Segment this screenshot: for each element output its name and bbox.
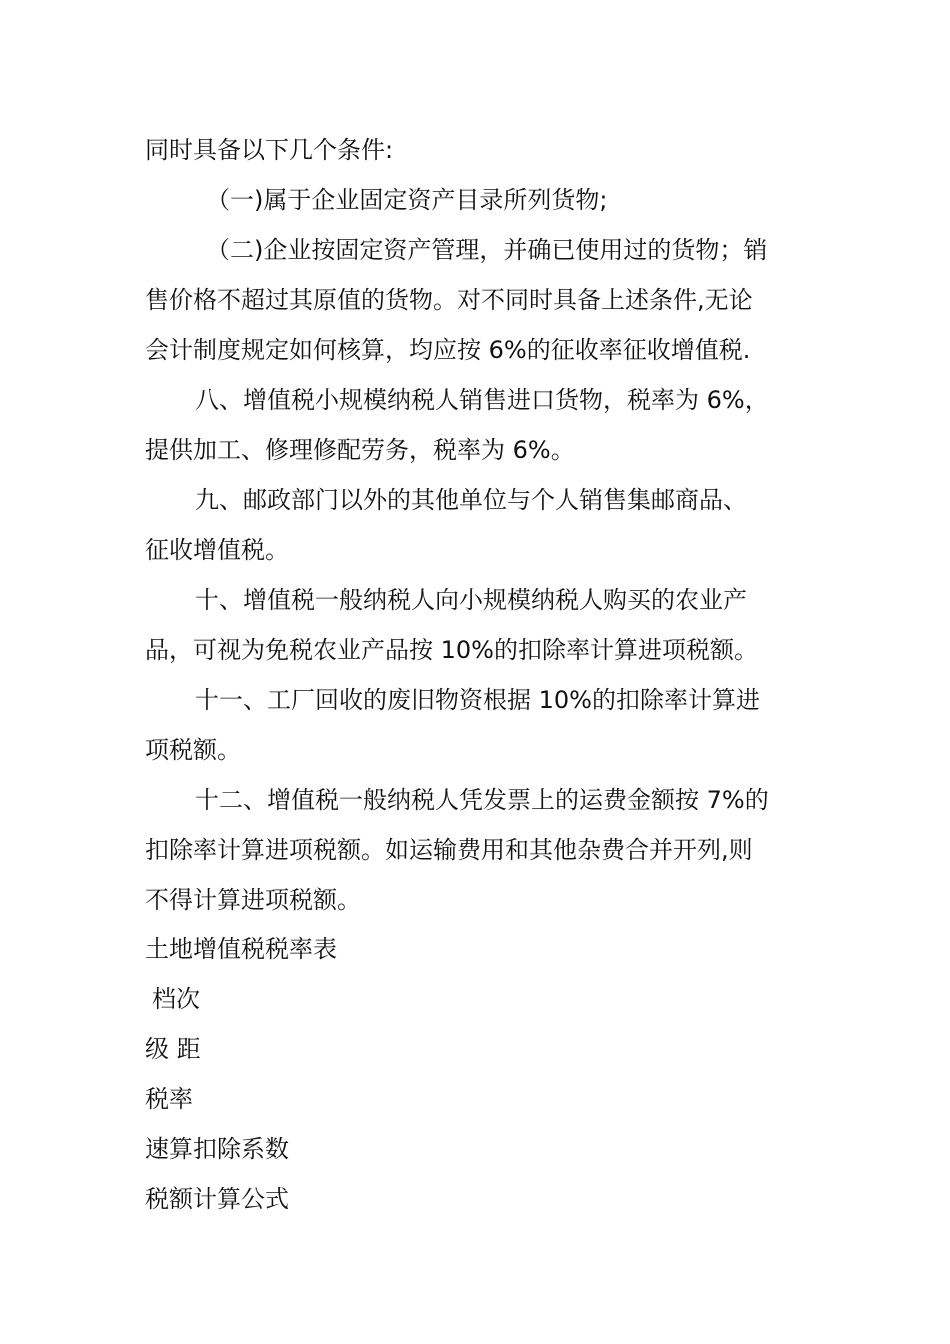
- table-header-range: 级 距: [145, 1035, 201, 1063]
- text-line: 不得计算进项税额。: [145, 886, 361, 914]
- text-line: 提供加工、修理修配劳务，税率为 6%。: [145, 436, 575, 464]
- text-line: （一)属于企业固定资产目录所列货物;: [206, 186, 608, 214]
- text-line: 十、增值税一般纳税人向小规模纳税人购买的农业产: [195, 586, 747, 614]
- table-header-grade: 档次: [152, 985, 200, 1013]
- text-line: 八、增值税小规模纳税人销售进口货物，税率为 6%，: [195, 386, 769, 414]
- text-line: 十二、增值税一般纳税人凭发票上的运费金额按 7%的: [195, 786, 769, 814]
- text-line: 九、邮政部门以外的其他单位与个人销售集邮商品、: [195, 486, 747, 514]
- text-line: （二)企业按固定资产管理，并确已使用过的货物；销: [206, 236, 768, 264]
- text-line: 品，可视为免税农业产品按 10%的扣除率计算进项税额。: [145, 636, 758, 664]
- table-header-rate: 税率: [145, 1085, 193, 1113]
- text-line: 同时具备以下几个条件:: [145, 136, 394, 164]
- table-header-formula: 税额计算公式: [145, 1185, 289, 1213]
- text-line: 十一、工厂回收的废旧物资根据 10%的扣除率计算进: [195, 686, 760, 714]
- text-line: 售价格不超过其原值的货物。对不同时具备上述条件,无论: [145, 286, 753, 314]
- text-line: 扣除率计算进项税额。如运输费用和其他杂费合并开列,则: [145, 836, 753, 864]
- table-header-deduction: 速算扣除系数: [145, 1135, 289, 1163]
- table-title: 土地增值税税率表: [145, 935, 337, 963]
- text-line: 项税额。: [145, 736, 241, 764]
- text-line: 会计制度规定如何核算，均应按 6%的征收率征收增值税.: [145, 336, 751, 364]
- text-line: 征收增值税。: [145, 536, 289, 564]
